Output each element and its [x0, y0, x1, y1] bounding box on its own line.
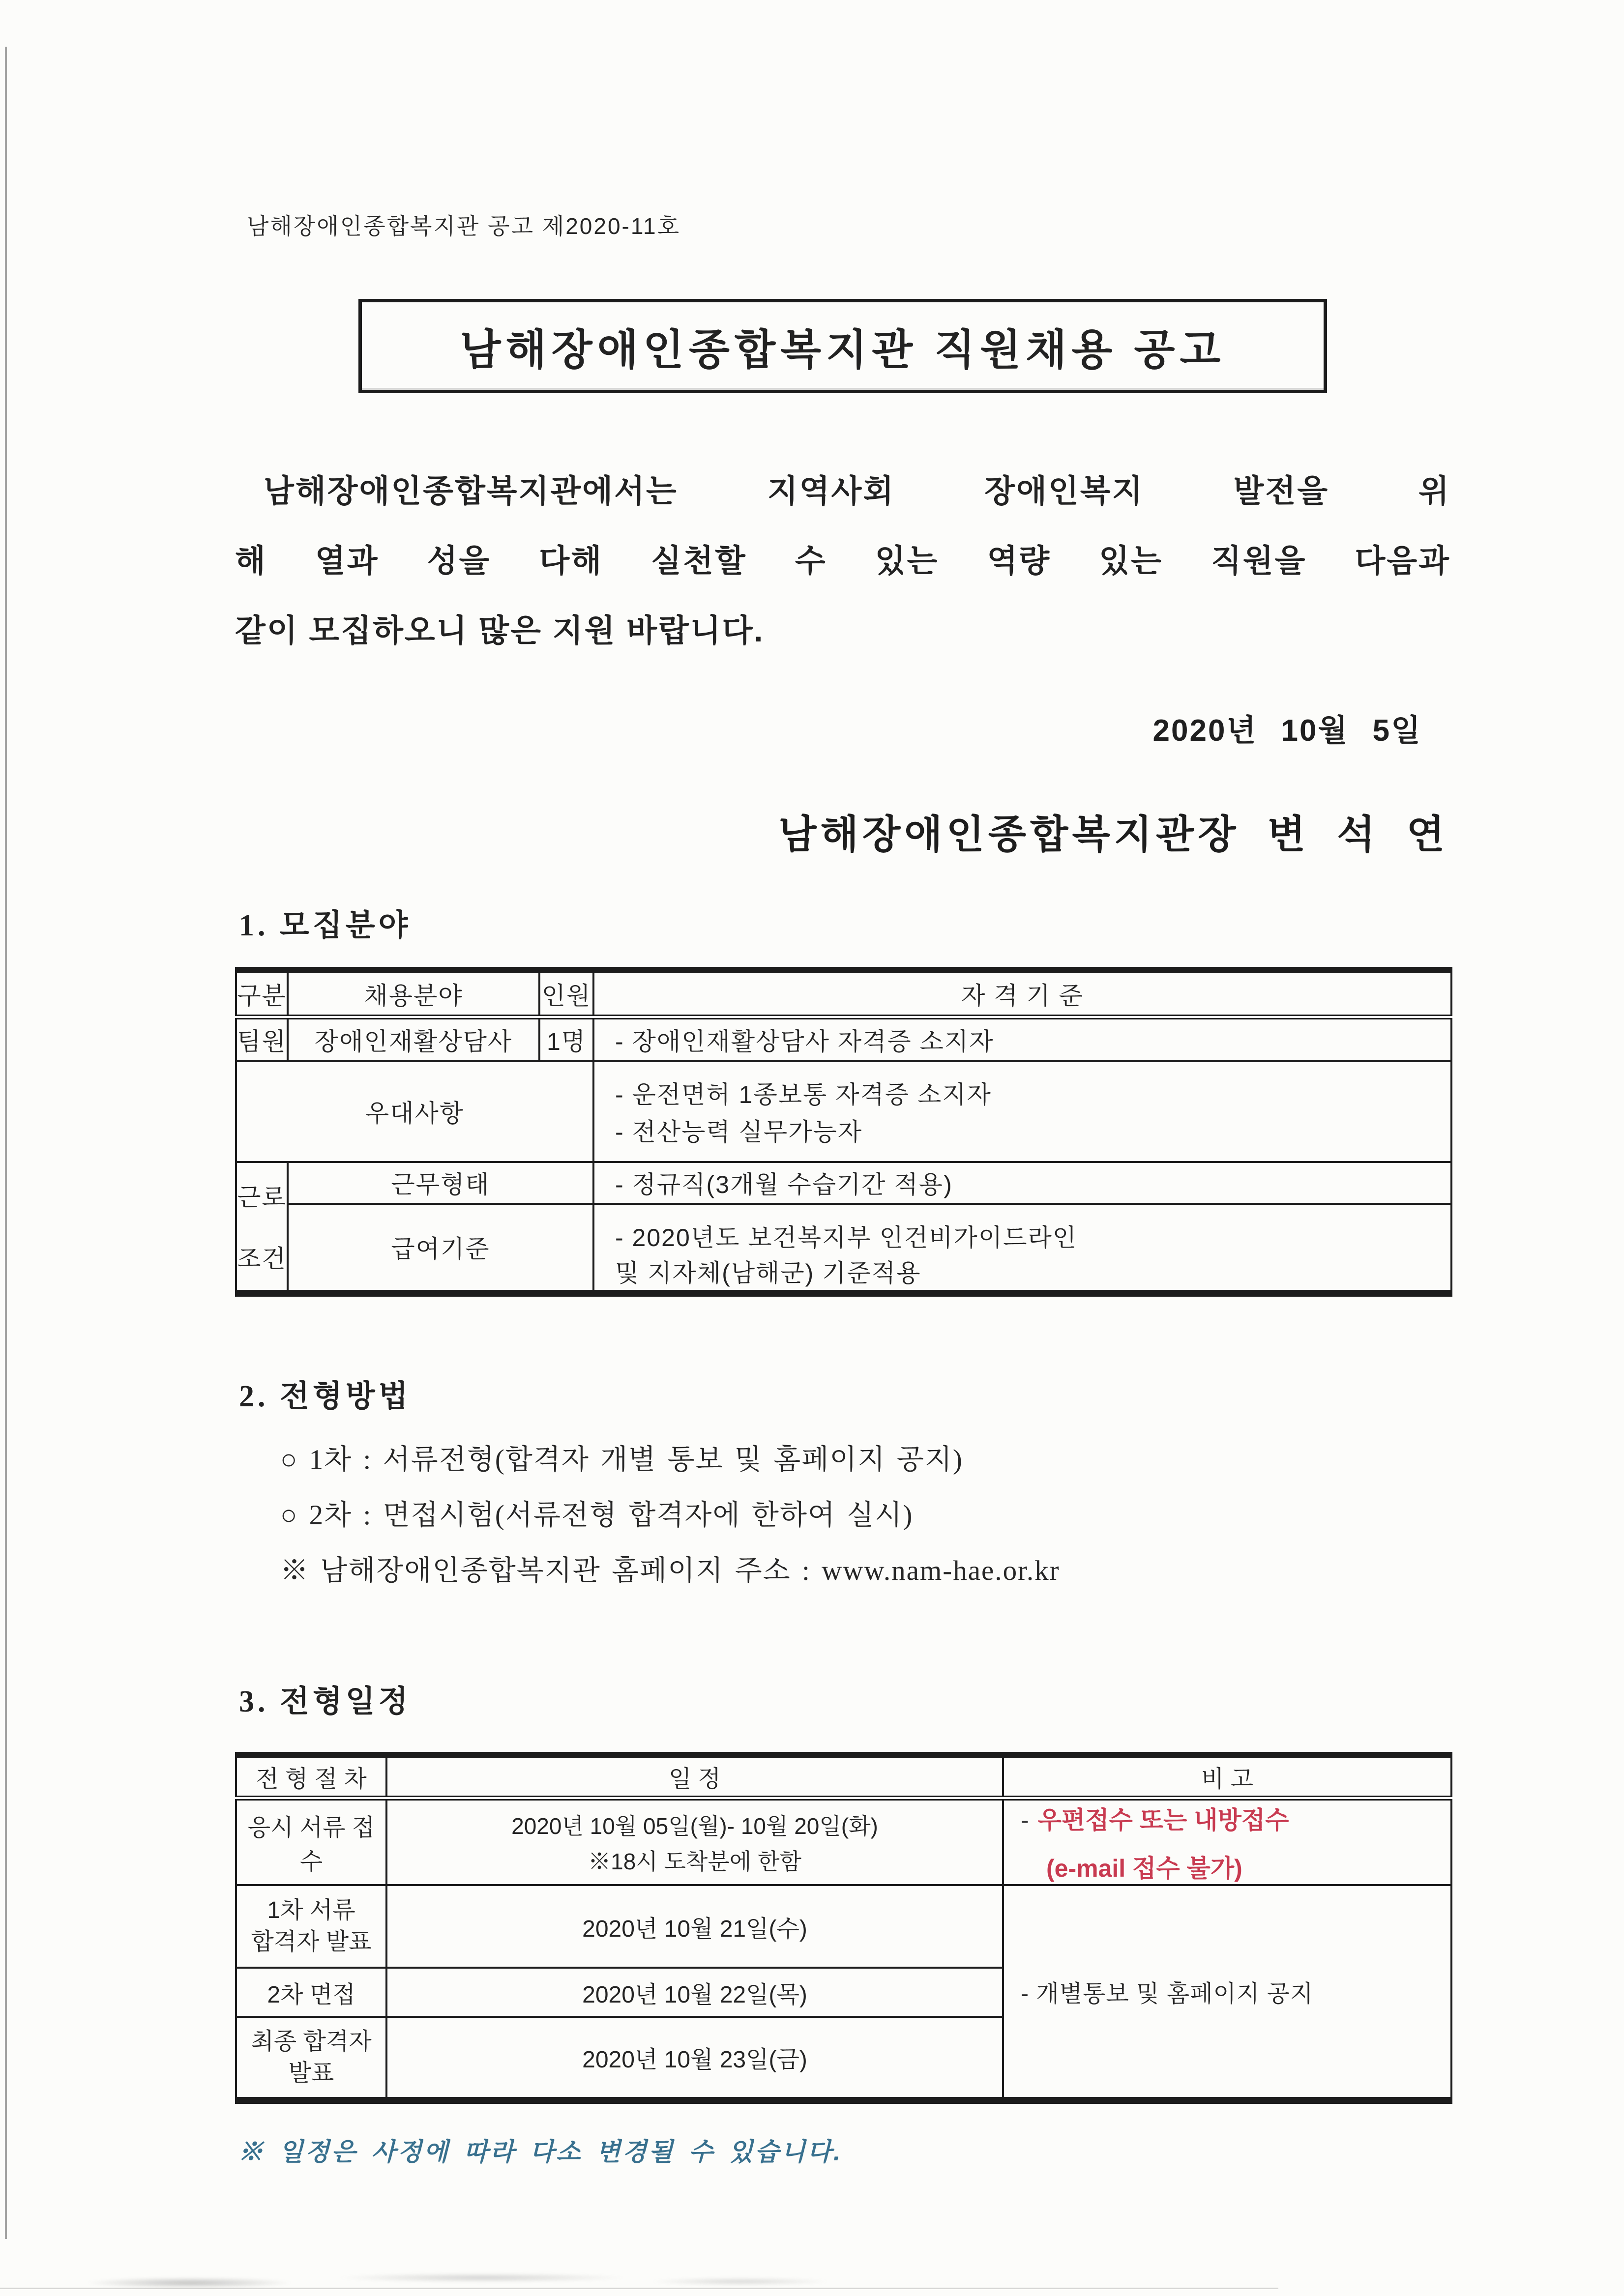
cell-count: 1명 — [539, 1017, 593, 1061]
cell-shared-remark: - 개별통보 및 홈페이지 공지 — [1003, 1885, 1451, 2100]
pay-line-1: - 2020년도 보건복지부 인건비가이드라인 — [615, 1224, 1078, 1251]
section1-heading: 1. 모집분야 — [239, 909, 412, 942]
cell-interview-step: 2차 면접 — [236, 1968, 386, 2017]
preference-line-1: - 운전면허 1종보통 자격증 소지자 — [615, 1081, 992, 1108]
col-header-date: 일 정 — [386, 1755, 1003, 1798]
col-header-count: 인원 — [539, 970, 593, 1017]
cell-final-date: 2020년 10월 23일(금) — [386, 2017, 1003, 2100]
apply-remark-line-2: (e-mail 접수 불가) — [1046, 1855, 1242, 1882]
schedule-table-header-row — [236, 1755, 1451, 1798]
doc-step-line-1: 1차 서류 — [267, 1897, 355, 1923]
cell-interview-date: 2020년 10월 22일(목) — [386, 1968, 1003, 2017]
recruitment-table — [235, 967, 1452, 1297]
cell-doc-date: 2020년 10월 21일(수) — [386, 1885, 1003, 1968]
doc-step-line-2: 합격자 발표 — [251, 1929, 372, 1955]
intro-line-1: 남해장애인종합복지관에서는 지역사회 장애인복지 발전을 위 — [264, 473, 1450, 509]
page-title: 남해장애인종합복지관 직원채용 공고 — [460, 326, 1226, 374]
scan-artifact-left-line — [5, 47, 7, 2239]
table-row — [236, 1061, 1451, 1162]
preference-lines — [615, 1067, 1450, 1156]
cell-pay-label: 급여기준 — [288, 1204, 593, 1293]
col-header-step: 전 형 절 차 — [236, 1755, 386, 1798]
intro-line-2: 해 열과 성을 다해 실천할 수 있는 역량 있는 직원을 다음과 — [235, 543, 1450, 579]
director-signature: 남해장애인종합복지관장 변 석 연 — [778, 813, 1448, 856]
method-item-1: ○ 1차 : 서류전형(합격자 개별 통보 및 홈페이지 공지) — [280, 1444, 963, 1475]
cell-field: 장애인재활상담사 — [288, 1017, 539, 1061]
work-condition-line-2: 조건 — [237, 1245, 287, 1273]
method-item-homepage: ※ 남해장애인종합복지관 홈페이지 주소 : www.nam-hae.or.kr — [280, 1555, 1060, 1586]
cell-work-type-value: - 정규직(3개월 수습기간 적용) — [593, 1162, 1451, 1204]
apply-date-line-2: ※18시 도착분에 한함 — [588, 1849, 801, 1874]
cell-category: 팀원 — [236, 1017, 288, 1061]
work-condition-line-1: 근로 — [237, 1184, 287, 1211]
col-header-remark: 비 고 — [1003, 1755, 1451, 1798]
announcement-date: 2020년 10월 5일 — [1152, 714, 1422, 748]
apply-remark-line-1 — [1021, 1801, 1450, 1836]
apply-date-line-1: 2020년 10월 05일(월)- 10월 20일(화) — [511, 1813, 878, 1839]
remark-text-red: 우편접수 또는 내방접수 — [1037, 1806, 1289, 1834]
doc-number-line: 남해장애인종합복지관 공고 제2020-11호 — [247, 213, 681, 239]
intro-line-3: 같이 모집하오니 많은 지원 바랍니다. — [235, 613, 765, 648]
title-box — [358, 299, 1327, 393]
pay-line-2: 및 지자체(남해군) 기준적용 — [615, 1259, 921, 1287]
table-row — [236, 1204, 1451, 1293]
table-row — [236, 1162, 1451, 1204]
document-content — [235, 0, 1450, 2168]
cell-preference-items — [593, 1061, 1451, 1162]
cell-work-condition-group — [236, 1162, 288, 1293]
section2-heading: 2. 전형방법 — [239, 1379, 412, 1413]
cell-apply-date — [386, 1798, 1003, 1885]
method-list — [280, 1446, 1450, 1585]
table-row — [236, 1885, 1451, 1968]
cell-final-step — [236, 2017, 386, 2100]
cell-qualification: - 장애인재활상담사 자격증 소지자 — [593, 1017, 1451, 1061]
table-row — [236, 1798, 1451, 1885]
section3-heading: 3. 전형일정 — [239, 1685, 412, 1718]
remark-dash: - — [1021, 1806, 1029, 1834]
final-step-line-1: 최종 합격자 — [251, 2028, 372, 2055]
intro-paragraph — [235, 456, 1450, 666]
cell-apply-step: 응시 서류 접수 — [236, 1798, 386, 1885]
preference-line-2: - 전산능력 실무가능자 — [615, 1118, 863, 1146]
col-header-category: 구분 — [236, 970, 288, 1017]
cell-apply-remark — [1003, 1798, 1451, 1885]
work-condition-group-lines — [237, 1165, 287, 1288]
cell-pay-value — [593, 1204, 1451, 1293]
final-step-lines — [237, 2026, 385, 2089]
final-step-line-2: 발표 — [288, 2060, 334, 2086]
pay-value-lines — [615, 1210, 1450, 1287]
recruitment-table-header-row — [236, 970, 1451, 1017]
schedule-table — [235, 1752, 1452, 2104]
schedule-footnote: ※ 일정은 사정에 따라 다소 변경될 수 있습니다. — [238, 2138, 843, 2166]
doc-step-lines — [237, 1895, 385, 1958]
col-header-field: 채용분야 — [288, 970, 539, 1017]
cell-preference-label: 우대사항 — [236, 1061, 593, 1162]
scan-artifact-bottom-smudge — [34, 2267, 895, 2293]
cell-work-type-label: 근무형태 — [288, 1162, 593, 1204]
col-header-qualification: 자 격 기 준 — [593, 970, 1451, 1017]
table-row — [236, 1017, 1451, 1061]
method-item-2: ○ 2차 : 면접시험(서류전형 합격자에 한하여 실시) — [280, 1499, 914, 1531]
cell-doc-step — [236, 1885, 386, 1968]
apply-date-lines — [387, 1805, 1002, 1879]
